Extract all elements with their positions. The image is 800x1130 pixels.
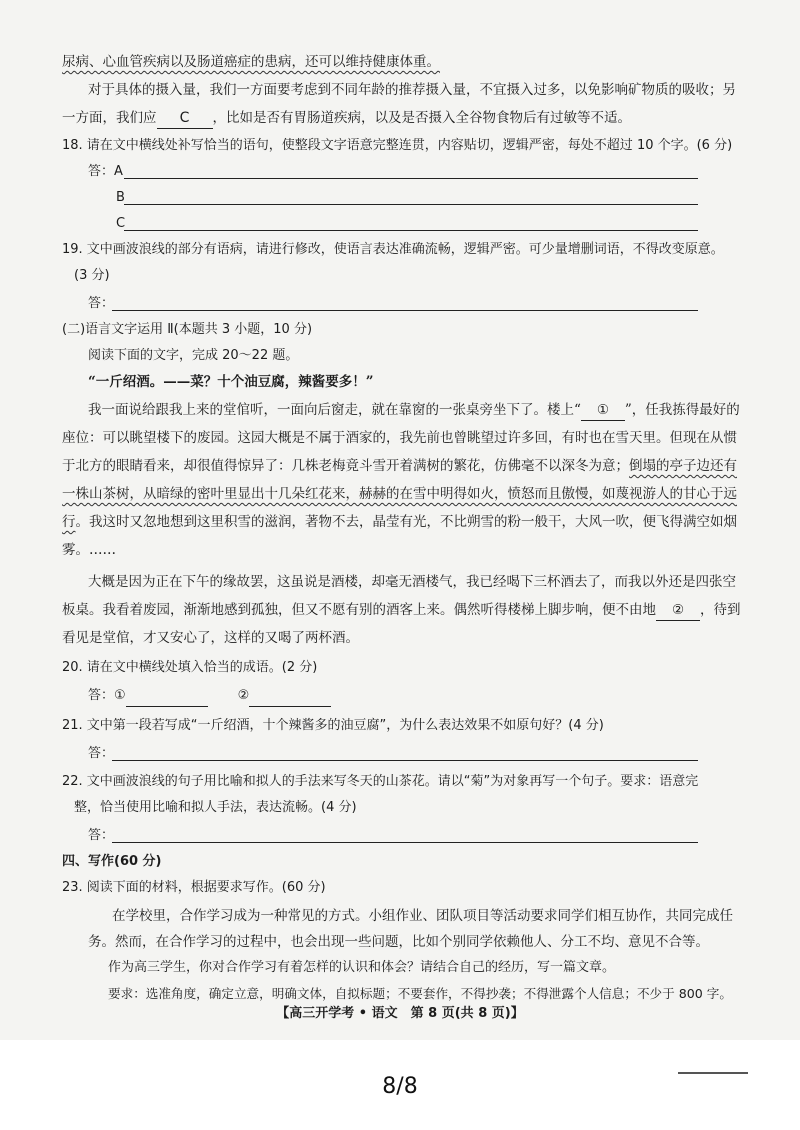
question-22-cont: 整，恰当使用比喻和拟人手法，表达流畅。(4 分) — [74, 800, 357, 815]
answer-18-c: C — [116, 216, 126, 231]
page-footer: 【高三开学考 • 语文 第 8 页(共 8 页)】 — [276, 1006, 524, 1021]
text-span: 我一面说给跟我上来的堂倌听，一面向后窗走，就在靠窗的一张桌旁坐下了。楼上“ — [88, 402, 581, 418]
answer-21-label: 答： — [88, 746, 115, 761]
section-4-title: 四、写作(60 分) — [62, 854, 162, 869]
fill-blank-1: ① — [581, 400, 625, 421]
question-19: 19. 文中画波浪线的部分有语病，请进行修改，使语言表达准确流畅，逻辑严密。可少量增删词语，不得改变原意。 — [62, 242, 724, 257]
material-line: 务。然而，在合作学习的过程中，也会出现一些问题，比如个别同学依赖他人、分工不均、意见不合等。 — [88, 934, 709, 950]
wavy-text: 尿病、心血管疾病以及肠道癌症的患病，还可以维持健康体重。 — [62, 54, 440, 70]
question-21: 21. 文中第一段若写成“一斤绍酒，十个辣酱多的油豆腐”，为什么表达效果不如原句好？(4 分) — [62, 718, 604, 733]
answer-line — [112, 760, 698, 761]
answer-blank-label: ① — [114, 688, 126, 703]
text-span: 板桌。我看着废园，渐渐地感到孤独，但又不愿有别的酒客上来。偶然听得楼梯上脚步响，便不由地 — [62, 602, 656, 618]
answer-line — [124, 230, 698, 231]
answer-label: 答： — [88, 688, 115, 703]
quote-line: “一斤绍酒。——菜？十个油豆腐，辣酱要多！” — [88, 374, 374, 390]
text-line: 座位：可以眺望楼下的废园。这园大概是不属于酒家的，我先前也曾眺望过许多回，有时也在雪天里。但现在从惯 — [62, 430, 737, 446]
answer-line — [249, 686, 331, 707]
wavy-text: 行 — [62, 514, 76, 530]
page-indicator: 8/8 — [382, 1074, 418, 1099]
answer-18-b: B — [116, 190, 125, 205]
wavy-text: 倒塌的亭子边还有 — [629, 458, 737, 474]
text-line — [62, 52, 440, 72]
answer-22-label: 答： — [88, 828, 115, 843]
prompt-line: 作为高三学生，你对合作学习有着怎样的认识和体会？请结合自己的经历，写一篇文章。 — [108, 960, 616, 975]
text-line: 看见是堂倌，才又安心了，这样的又喝了两杯酒。 — [62, 630, 359, 646]
text-line — [88, 400, 740, 421]
question-23: 23. 阅读下面的材料，根据要求写作。(60 分) — [62, 880, 326, 895]
text-span: ，待到 — [700, 602, 741, 618]
answer-line — [126, 686, 208, 707]
question-18: 18. 请在文中横线处补写恰当的语句，使整段文字语意完整连贯，内容贴切，逻辑严密，每处不超过 10 个字。(6 分) — [62, 138, 733, 153]
text-line: 大概是因为正在下午的缘故罢，这虽说是酒楼，却毫无酒楼气，我已经喝下三杯酒去了，而我以外还是四张空 — [88, 574, 736, 590]
section-2-intro: 阅读下面的文字，完成 20～22 题。 — [88, 348, 299, 363]
text-line — [62, 600, 741, 621]
scroll-indicator — [678, 1072, 748, 1074]
text-span: ，比如是否有胃肠道疾病，以及是否摄入全谷物食物后有过敏等不适。 — [212, 110, 631, 126]
answer-label: 答： — [88, 164, 115, 179]
fill-blank-c: C — [157, 108, 213, 129]
text-line: 对于具体的摄入量，我们一方面要考虑到不同年龄的推荐摄入量，不宜摄入过多，以免影响矿物质的吸收；另 — [88, 82, 736, 98]
question-20: 20. 请在文中横线处填入恰当的成语。(2 分) — [62, 660, 318, 675]
answer-20 — [88, 686, 331, 707]
text-span: ”，任我拣得最好的 — [624, 402, 740, 418]
answer-line — [112, 310, 698, 311]
answer-blank-label: ② — [237, 688, 250, 703]
requirements-line: 要求：选准角度，确定立意，明确文体，自拟标题；不要套作，不得抄袭；不得泄露个人信息；不少于 800 字。 — [108, 986, 732, 1001]
question-19-score: (3 分) — [74, 268, 110, 283]
section-2-title: (二)语言文字运用 Ⅱ(本题共 3 小题，10 分) — [62, 322, 313, 337]
text-line — [62, 456, 737, 476]
material-line: 在学校里，合作学习成为一种常见的方式。小组作业、团队项目等活动要求同学们相互协作，共同完成任 — [112, 908, 733, 924]
answer-line — [112, 842, 698, 843]
text-span: 。我这时又忽地想到这里积雪的滋润，著物不去，晶莹有光，不比朔雪的粉一般干，大风一吹，便飞得满空如烟 — [75, 514, 737, 530]
answer-18-a — [88, 162, 123, 182]
fill-blank-2: ② — [656, 600, 700, 621]
text-line — [62, 484, 737, 504]
answer-line — [124, 178, 698, 179]
answer-19-label: 答： — [88, 296, 115, 311]
answer-line — [124, 204, 698, 205]
question-22: 22. 文中画波浪线的句子用比喻和拟人的手法来写冬天的山茶花。请以“菊”为对象再写一个句子。要求：语意完 — [62, 774, 699, 789]
text-line — [62, 108, 631, 129]
wavy-text: 一株山茶树，从暗绿的密叶里显出十几朵红花来，赫赫的在雪中明得如火，愤怒而且傲慢，如蔑视游人的甘心于远 — [62, 486, 737, 502]
text-line — [62, 512, 737, 532]
text-line: 雾。…… — [62, 542, 116, 558]
text-span: 于北方的眼睛看来，却很值得惊异了：几株老梅竟斗雪开着满树的繁花，仿佛毫不以深冬为意； — [62, 458, 629, 474]
text-span: 一方面，我们应 — [62, 110, 157, 126]
answer-letter: A — [114, 164, 123, 179]
